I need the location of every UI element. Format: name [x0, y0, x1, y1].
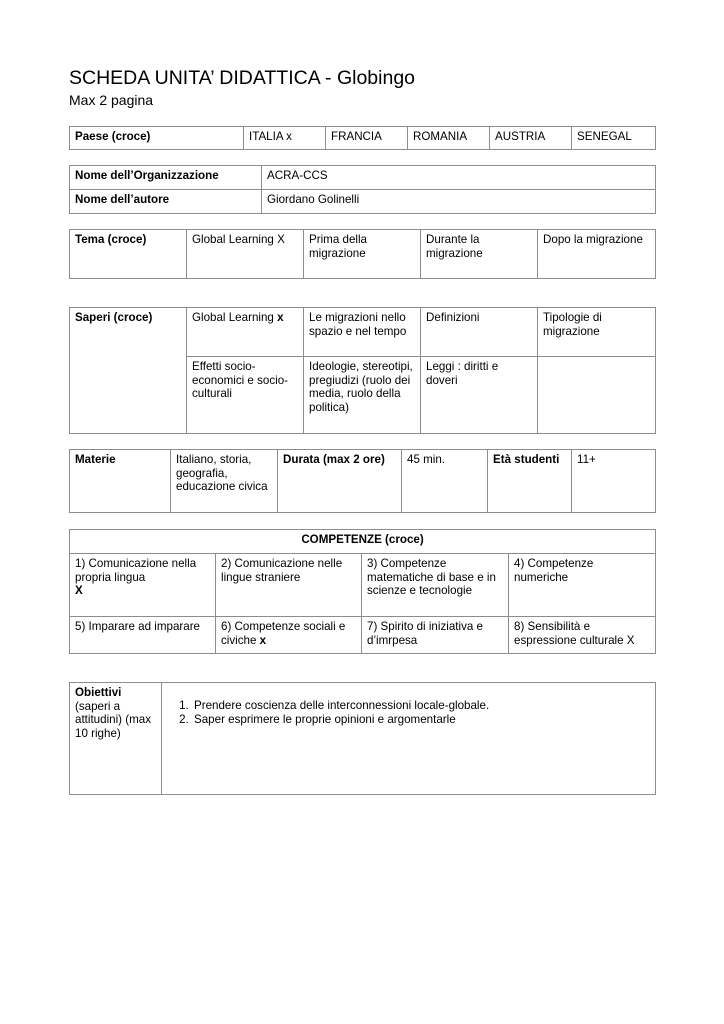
page-subtitle: Max 2 pagina — [69, 92, 154, 108]
tema-option-global-learning: Global Learning X — [187, 230, 304, 279]
paese-option-romania: ROMANIA — [408, 127, 490, 150]
author-value: Giordano Golinelli — [262, 190, 656, 214]
org-value: ACRA-CCS — [262, 166, 656, 190]
competenza-5: 5) Imparare ad imparare — [70, 617, 216, 654]
competenza-4: 4) Competenze numeriche — [509, 554, 656, 617]
tema-option-dopo: Dopo la migrazione — [538, 230, 656, 279]
tema-label: Tema (croce) — [70, 230, 187, 279]
eta-label: Età studenti — [488, 450, 572, 513]
org-row — [70, 166, 656, 190]
competenza-2: 2) Comunicazione nelle lingue straniere — [216, 554, 362, 617]
paese-table — [69, 126, 656, 150]
eta-value: 11+ — [572, 450, 656, 513]
competenza-1-text: 1) Comunicazione nella propria lingua — [75, 557, 197, 584]
obiettivi-label: Obiettivi — [75, 686, 122, 699]
saperi-table — [69, 307, 656, 434]
tema-option-durante: Durante la migrazione — [421, 230, 538, 279]
saperi-effetti: Effetti socio-economici e socio-culturali — [187, 357, 304, 434]
competenze-table — [69, 529, 656, 654]
paese-option-austria: AUSTRIA — [490, 127, 572, 150]
paese-row — [70, 127, 656, 150]
materie-table — [69, 449, 656, 513]
obiettivi-label-cell — [70, 683, 162, 795]
durata-value: 45 min. — [402, 450, 488, 513]
saperi-global-learning-text: Global Learning — [192, 311, 278, 324]
competenze-header: COMPETENZE (croce) — [70, 530, 656, 554]
saperi-ideologie: Ideologie, stereotipi, pregiudizi (ruolo dei media, ruolo della politica) — [304, 357, 421, 434]
paese-option-francia: FRANCIA — [326, 127, 408, 150]
org-label: Nome dell’Organizzazione — [70, 166, 262, 190]
saperi-leggi: Leggi : diritti e doveri — [421, 357, 538, 434]
obiettivi-list — [167, 699, 650, 726]
saperi-definizioni: Definizioni — [421, 308, 538, 357]
paese-label: Paese (croce) — [70, 127, 244, 150]
materie-row — [70, 450, 656, 513]
obiettivi-sublabel: (saperi a attitudini) (max 10 righe) — [75, 699, 152, 740]
competenza-8: 8) Sensibilità e espressione culturale X — [509, 617, 656, 654]
paese-option-italia: ITALIA x — [244, 127, 326, 150]
competenza-6-text: 6) Competenze sociali e civiche — [221, 620, 346, 647]
obiettivi-list-cell — [162, 683, 656, 795]
obiettivi-row — [70, 683, 656, 795]
saperi-empty-cell — [538, 357, 656, 434]
tema-option-prima: Prima della migrazione — [304, 230, 421, 279]
page-title: SCHEDA UNITA’ DIDATTICA - Globingo — [69, 67, 416, 89]
obiettivi-table — [69, 682, 656, 795]
saperi-migrazioni: Le migrazioni nello spazio e nel tempo — [304, 308, 421, 357]
saperi-global-learning-mark: x — [277, 311, 284, 324]
competenza-6-mark: x — [259, 633, 267, 647]
competenza-1 — [70, 554, 216, 617]
competenze-header-row — [70, 530, 656, 554]
saperi-label: Saperi (croce) — [70, 308, 187, 434]
competenza-6 — [216, 617, 362, 654]
obiettivo-item: 2. Saper esprimere le proprie opinioni e argomentarle — [192, 713, 650, 727]
tema-row — [70, 230, 656, 279]
materie-value: Italiano, storia, geografia, educazione civica — [171, 450, 278, 513]
obiettivo-item: 1. Prendere coscienza delle interconnessioni locale-globale. — [192, 699, 650, 713]
saperi-tipologie: Tipologie di migrazione — [538, 308, 656, 357]
author-label: Nome dell’autore — [70, 190, 262, 214]
competenze-row-1 — [70, 554, 656, 617]
saperi-global-learning — [187, 308, 304, 357]
competenza-1-mark: X — [75, 584, 83, 598]
paese-option-senegal: SENEGAL — [572, 127, 656, 150]
author-row — [70, 190, 656, 214]
durata-label: Durata (max 2 ore) — [278, 450, 402, 513]
saperi-row-1 — [70, 308, 656, 357]
competenze-row-2 — [70, 617, 656, 654]
materie-label: Materie — [70, 450, 171, 513]
tema-table — [69, 229, 656, 279]
competenza-7: 7) Spirito di iniziativa e d’imrpesa — [362, 617, 509, 654]
organizzazione-table — [69, 165, 656, 214]
competenza-3: 3) Competenze matematiche di base e in scienze e tecnologie — [362, 554, 509, 617]
